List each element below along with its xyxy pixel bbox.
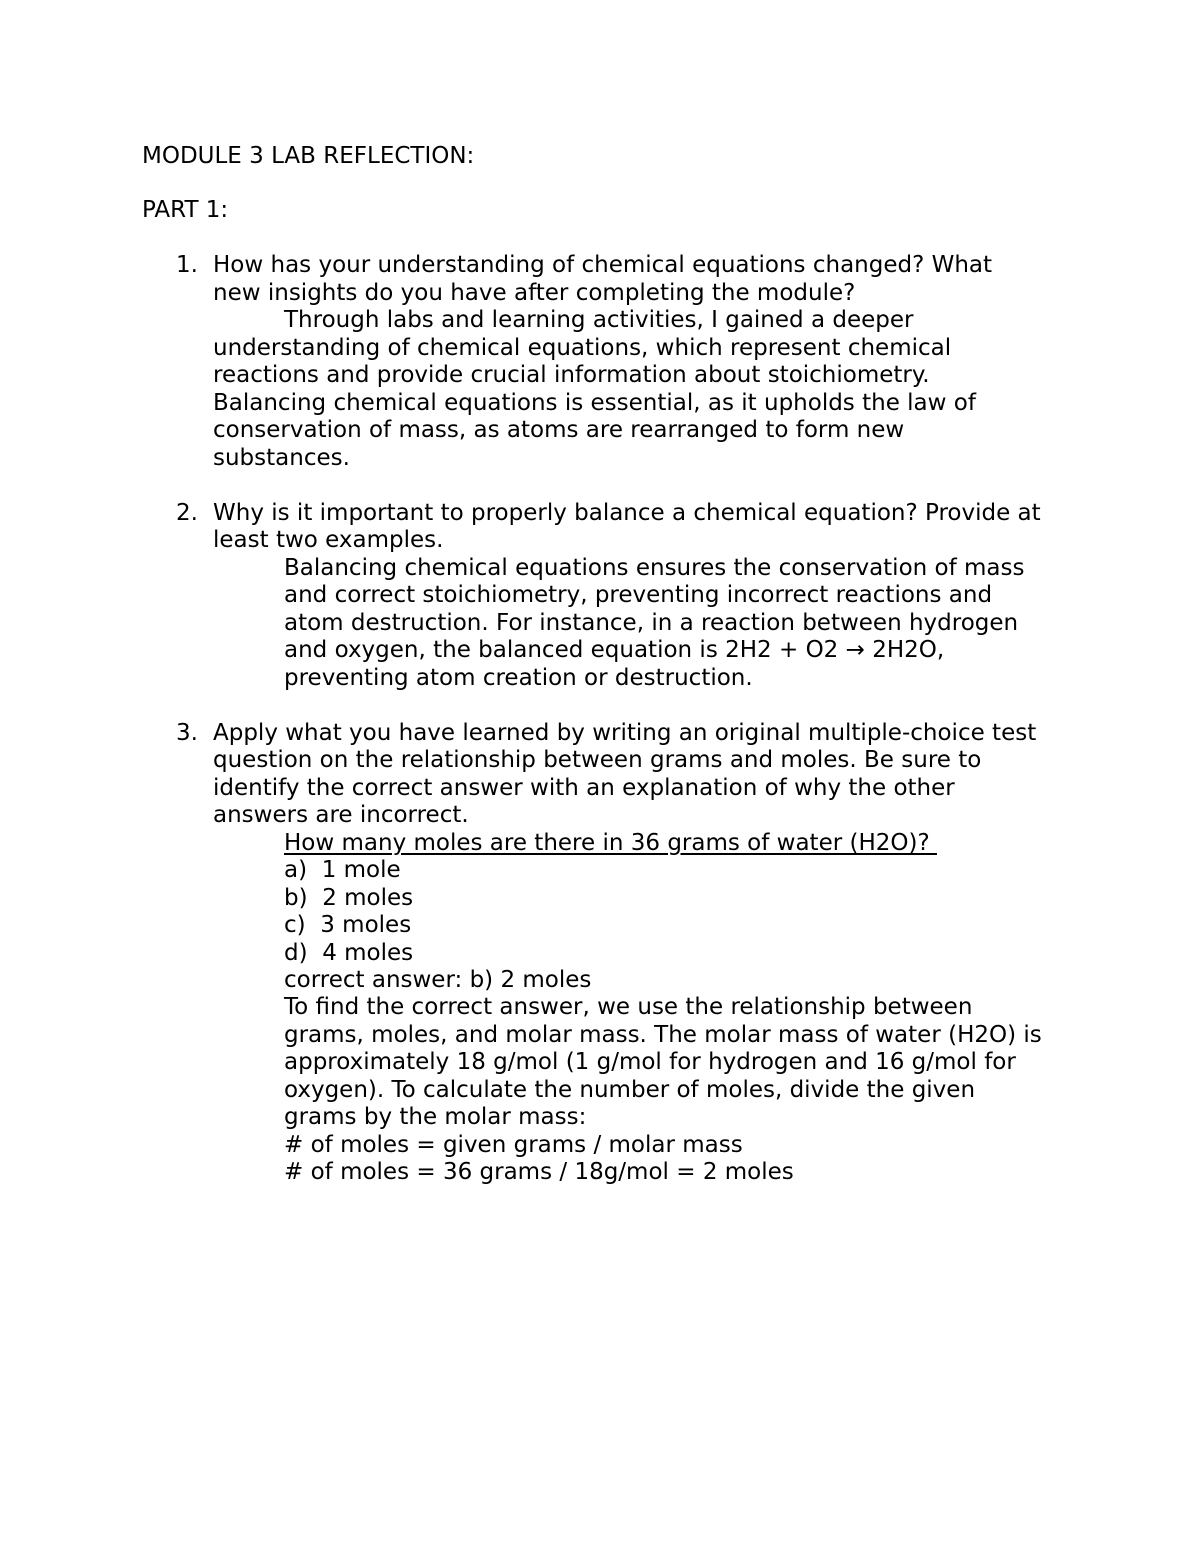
question-2-number: 2. — [176, 500, 198, 526]
question-1-answer-line: understanding of chemical equations, which represent chemical — [213, 335, 952, 361]
question-2-prompt-line: Why is it important to properly balance a chemical equation? Provide at — [213, 500, 1041, 526]
question-1-number: 1. — [176, 252, 198, 278]
answer-option: d) 4 moles — [284, 940, 414, 966]
question-1-answer-line: Through labs and learning activities, I gained a deeper — [284, 307, 914, 333]
question-3-prompt-line: question on the relationship between grams and moles. Be sure to — [213, 747, 982, 773]
question-2-answer-line: Balancing chemical equations ensures the conservation of mass — [284, 555, 1025, 581]
question-1-answer-line: Balancing chemical equations is essential, as it upholds the law of — [213, 390, 976, 416]
test-question: How many moles are there in 36 grams of water (H2O)? — [284, 830, 937, 856]
correct-answer: correct answer: b) 2 moles — [284, 967, 592, 993]
question-2-answer-line: and correct stoichiometry, preventing incorrect reactions and — [284, 582, 993, 608]
part-heading: PART 1: — [142, 197, 229, 223]
question-1-answer-line: conservation of mass, as atoms are rearranged to form new — [213, 417, 905, 443]
explanation-line: grams by the molar mass: — [284, 1104, 587, 1130]
formula-line: # of moles = given grams / molar mass — [284, 1132, 743, 1158]
question-3-prompt-line: answers are incorrect. — [213, 802, 469, 828]
question-2-answer-line: preventing atom creation or destruction. — [284, 665, 753, 691]
question-1-answer-line: reactions and provide crucial information about stoichiometry. — [213, 362, 930, 388]
question-1-prompt-line: new insights do you have after completing the module? — [213, 280, 856, 306]
question-3-number: 3. — [176, 720, 198, 746]
answer-option: a) 1 mole — [284, 857, 401, 883]
question-2-answer-line: and oxygen, the balanced equation is 2H2 + O2 → 2H2O, — [284, 637, 945, 663]
question-3-prompt-line: Apply what you have learned by writing an original multiple-choice test — [213, 720, 1037, 746]
document-title: MODULE 3 LAB REFLECTION: — [142, 143, 475, 169]
question-2-answer-line: atom destruction. For instance, in a reaction between hydrogen — [284, 610, 1019, 636]
question-1-answer-line: substances. — [213, 445, 350, 471]
calculation-line: # of moles = 36 grams / 18g/mol = 2 moles — [284, 1159, 794, 1185]
explanation-line: approximately 18 g/mol (1 g/mol for hydrogen and 16 g/mol for — [284, 1049, 1016, 1075]
answer-option: b) 2 moles — [284, 885, 414, 911]
question-1-prompt-line: How has your understanding of chemical equations changed? What — [213, 252, 993, 278]
answer-option: c) 3 moles — [284, 912, 412, 938]
explanation-line: grams, moles, and molar mass. The molar mass of water (H2O) is — [284, 1022, 1042, 1048]
question-2-prompt-line: least two examples. — [213, 527, 444, 553]
explanation-line: oxygen). To calculate the number of moles, divide the given — [284, 1077, 976, 1103]
question-3-prompt-line: identify the correct answer with an explanation of why the other — [213, 775, 955, 801]
explanation-line: To find the correct answer, we use the relationship between — [284, 994, 973, 1020]
